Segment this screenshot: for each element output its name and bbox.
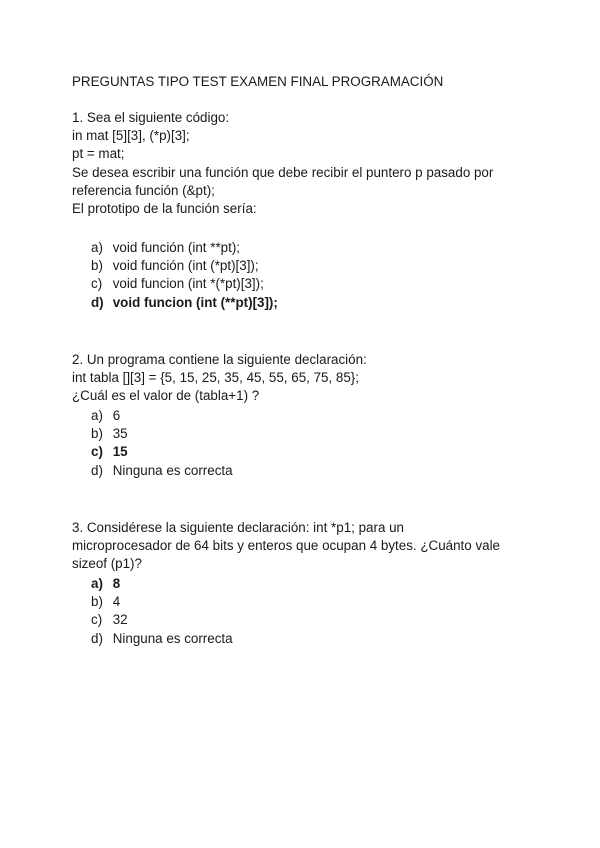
question-2-option-c-correct: [72, 443, 542, 461]
question-1-option-a: [72, 239, 542, 257]
option-text: Ninguna es correcta: [112, 630, 233, 646]
question-2: [72, 351, 542, 406]
option-text: void función (int **pt);: [112, 240, 241, 255]
option-text: 8: [112, 576, 121, 591]
question-3-line-1: 3. Considérese la siguiente declaración: int *p1; para un: [72, 520, 405, 535]
option-text: 32: [112, 612, 128, 628]
option-label: a): [91, 240, 103, 255]
option-label: a): [91, 408, 103, 423]
option-label: d): [91, 630, 103, 646]
question-3-option-d: [72, 630, 542, 648]
question-1-line-2: in mat [5][3], (*p)[3];: [72, 128, 190, 144]
option-label: a): [91, 576, 103, 591]
question-1-option-d-correct: [72, 294, 542, 312]
option-text: void función (int (*pt)[3]);: [112, 258, 259, 274]
option-label: b): [91, 426, 103, 442]
question-1-line-6: El prototipo de la función sería:: [72, 201, 257, 217]
question-2-option-b: [72, 425, 542, 443]
question-2-line-3: ¿Cuál es el valor de (tabla+1) ?: [72, 388, 260, 404]
question-2-line-2: int tabla [][3] = {5, 15, 25, 35, 45, 55, 65, 75, 85};: [72, 370, 360, 386]
option-label: c): [91, 612, 103, 628]
question-1-options: [72, 239, 542, 312]
option-label: d): [91, 294, 104, 310]
option-text: 4: [112, 594, 121, 610]
question-3-option-c: [72, 611, 542, 629]
question-3: [72, 519, 542, 574]
question-1-line-1: 1. Sea el siguiente código:: [72, 110, 230, 125]
question-3-options: [72, 575, 542, 648]
option-text: 35: [112, 426, 128, 442]
option-label: c): [91, 444, 103, 460]
question-3-option-a-correct: [72, 575, 542, 593]
option-label: b): [91, 594, 103, 610]
option-label: c): [91, 276, 103, 292]
question-1: [72, 109, 542, 218]
question-2-line-1: 2. Un programa contiene la siguiente declaración:: [72, 352, 367, 367]
document-title: PREGUNTAS TIPO TEST EXAMEN FINAL PROGRAMACIÓN: [72, 74, 444, 89]
question-1-line-5: referencia función (&pt);: [72, 182, 215, 198]
question-1-option-c: [72, 275, 542, 293]
question-1-option-b: [72, 257, 542, 275]
question-3-line-3: sizeof (p1)?: [72, 556, 142, 572]
question-3-option-b: [72, 593, 542, 611]
question-3-line-2: microprocesador de 64 bits y enteros que ocupan 4 bytes. ¿Cuánto vale: [72, 538, 501, 554]
option-text: 15: [112, 444, 128, 460]
option-text: void funcion (int *(*pt)[3]);: [112, 276, 264, 292]
option-text: void funcion (int (**pt)[3]);: [112, 294, 278, 310]
question-1-line-4: Se desea escribir una función que debe recibir el puntero p pasado por: [72, 164, 494, 180]
option-text: Ninguna es correcta: [112, 462, 233, 478]
option-text: 6: [112, 408, 121, 423]
option-label: d): [91, 462, 103, 478]
question-2-option-d: [72, 462, 542, 480]
question-2-option-a: [72, 407, 542, 425]
question-1-line-3: pt = mat;: [72, 146, 125, 162]
option-label: b): [91, 258, 103, 274]
question-2-options: [72, 407, 542, 480]
